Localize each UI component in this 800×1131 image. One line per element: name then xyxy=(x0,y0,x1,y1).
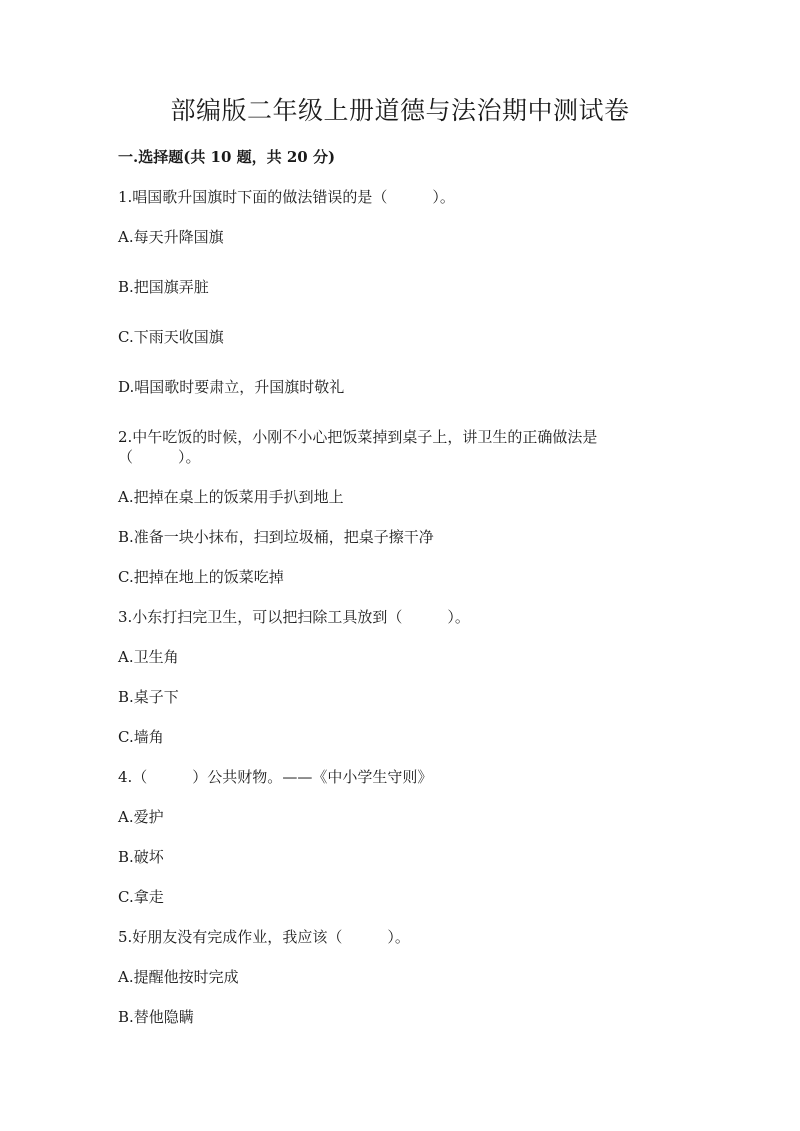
question-2-stem-continued: （ ）。 xyxy=(118,448,201,466)
question-3-option-c: C.墙角 xyxy=(118,728,164,746)
question-2-stem: 2.中午吃饭的时候，小刚不小心把饭菜掉到桌子上，讲卫生的正确做法是 xyxy=(118,428,598,446)
question-1-option-b: B.把国旗弄脏 xyxy=(118,278,209,296)
question-4-option-b: B.破坏 xyxy=(118,848,164,866)
question-4-option-a: A.爱护 xyxy=(118,808,164,826)
exam-title: 部编版二年级上册道德与法治期中测试卷 xyxy=(170,96,630,125)
question-5-stem: 5.好朋友没有完成作业，我应该（ ）。 xyxy=(118,928,410,946)
question-4-option-c: C.拿走 xyxy=(118,888,164,906)
section-heading: 一.选择题(共 10 题，共 20 分) xyxy=(118,148,336,166)
question-2-option-c: C.把掉在地上的饭菜吃掉 xyxy=(118,568,284,586)
question-1-option-c: C.下雨天收国旗 xyxy=(118,328,224,346)
question-3-option-b: B.桌子下 xyxy=(118,688,179,706)
question-3-option-a: A.卫生角 xyxy=(118,648,179,666)
question-2-option-b: B.准备一块小抹布，扫到垃圾桶，把桌子擦干净 xyxy=(118,528,434,546)
question-4-stem: 4.（ ）公共财物。——《中小学生守则》 xyxy=(118,768,433,786)
question-5-option-a: A.提醒他按时完成 xyxy=(118,968,239,986)
question-1-stem: 1.唱国歌升国旗时下面的做法错误的是（ ）。 xyxy=(118,188,455,206)
question-5-option-b: B.替他隐瞒 xyxy=(118,1008,194,1026)
question-1-option-a: A.每天升降国旗 xyxy=(118,228,224,246)
question-2-option-a: A.把掉在桌上的饭菜用手扒到地上 xyxy=(118,488,344,506)
question-1-option-d: D.唱国歌时要肃立，升国旗时敬礼 xyxy=(118,378,345,396)
question-3-stem: 3.小东打扫完卫生，可以把扫除工具放到（ ）。 xyxy=(118,608,470,626)
